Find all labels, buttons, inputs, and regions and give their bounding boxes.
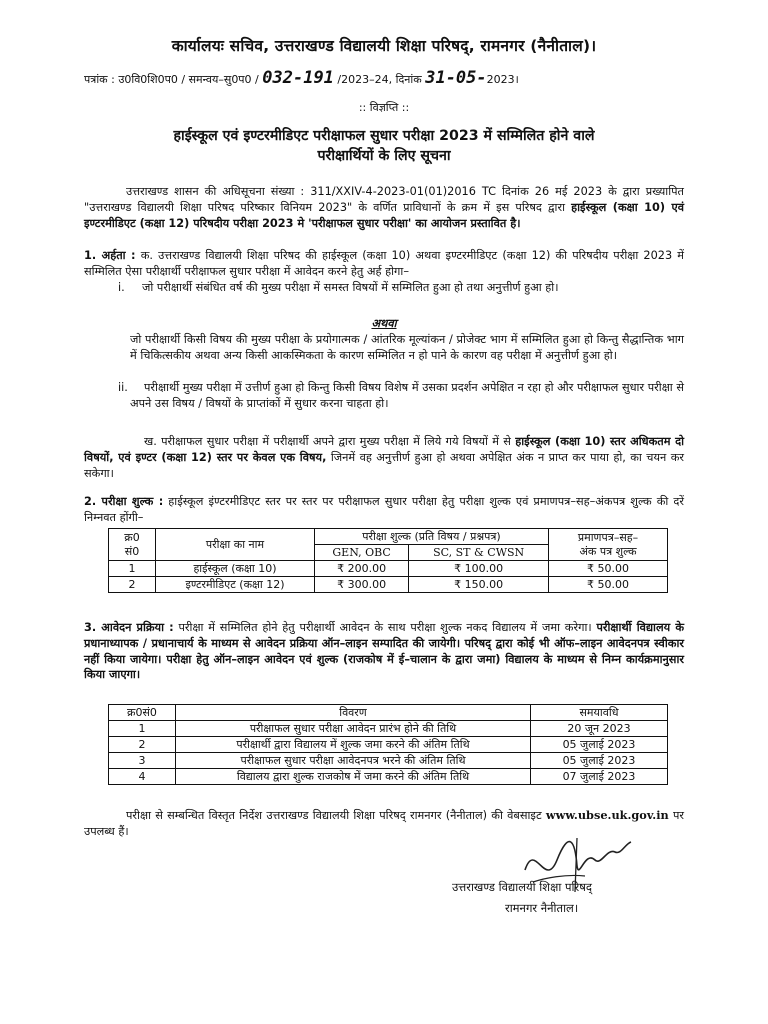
notice-title-line2: परीक्षार्थियों के लिए सूचना: [317, 148, 451, 164]
fee-header-row-1: [109, 529, 668, 545]
table-row: 1 परीक्षाफल सुधार परीक्षा आवेदन प्रारंभ होने की तिथि 20 जून 2023: [109, 721, 668, 737]
table-row: 2 परीक्षार्थी द्वारा विद्यालय में शुल्क जमा करने की अंतिम तिथि 05 जुलाई 2023: [109, 737, 668, 753]
application-bold: परीक्षार्थी विद्यालय के प्रधानाध्यापक / प्रधानाचार्य के माध्यम से आवेदन प्रक्रिया ऑन–लाइन सम्पादित की जायेगी। परिषद् द्वारा कोई भी ऑफ–लाइन आवेदनपत्र स्वीकार नहीं किया जायेगा। परीक्षा हेतु ऑन–लाइन आवेदन एवं शुल्क (राजकोष में ई–चालान के द्वारा जमा) विद्यालय के माध्यम से निम्न कार्यक्रमानुसार किया जाएगा।: [84, 621, 685, 682]
application-text: परीक्षा में सम्मिलित होने हेतु परीक्षार्थी आवेदन के साथ परीक्षा शुल्क नकद विद्यालय में जमा करेगा।: [178, 621, 592, 634]
eligibility-ka-text: क. उत्तराखण्ड विद्यालयी शिक्षा परिषद की हाईस्कूल (कक्षा 10) अथवा इण्टरमीडिएट (कक्षा 12) की परिषदीय परीक्षा 2023 में सम्मिलित ऐसा परीक्षार्थी परीक्षाफल सुधार परीक्षा में आवेदन करने हेतु अर्ह होगा–: [84, 249, 684, 278]
ref-prefix: पत्रांक : उ0वि0शि0प0 / समन्वय–सु0प0 /: [84, 73, 259, 86]
point-i-number: i.: [118, 281, 125, 294]
ref-number: 032-191: [262, 68, 334, 88]
table-row: 1 हाईस्कूल (कक्षा 10) ₹ 200.00 ₹ 100.00 ₹ 50.00: [109, 561, 668, 577]
schedule-col-desc: विवरण: [176, 705, 531, 721]
schedule-header-row: [109, 705, 668, 721]
eligibility-heading: 1. अर्हता :: [84, 249, 136, 262]
eligibility-kha: [84, 434, 684, 481]
kha-text1: ख. परीक्षाफल सुधार परीक्षा में परीक्षार्थी अपने द्वारा मुख्य परीक्षा में लिये गये विषयों में से: [144, 435, 511, 448]
point-ii-number: ii.: [118, 381, 128, 394]
fee-col-exam: परीक्षा का नाम: [156, 529, 315, 561]
schedule-table: [108, 704, 668, 785]
footer-text1: परीक्षा से सम्बन्धित विस्तृत निर्देश उत्तराखण्ड विद्यालयी शिक्षा परिषद् रामनगर (नैनीताल) की वेबसाइट: [126, 809, 542, 822]
fee-text: हाईस्कूल इंण्टरमीडिएट स्तर पर स्तर पर परीक्षाफल सुधार परीक्षा हेतु परीक्षा शुल्क एवं प्रमाणपत्र–सह–अंकपत्र शुल्क की दरें निम्नवत होंगी–: [84, 495, 684, 524]
fee-col-fee: परीक्षा शुल्क (प्रति विषय / प्रश्नपत्र): [315, 529, 549, 545]
table-row: 2 इण्टरमीडिएट (कक्षा 12) ₹ 300.00 ₹ 150.00 ₹ 50.00: [109, 577, 668, 593]
athva-text: जो परीक्षार्थी किसी विषय की मुख्य परीक्षा के प्रयोगात्मक / आंतरिक मूल्यांकन / प्रोजेक्ट भाग में सम्मिलित हुआ हो किन्तु सैद्धान्तिक भाग में चिकित्सकीय अथवा अन्य किसी आकस्मिकता के कारण सम्मिलित न हो पाने के कारण वह परीक्षा में अनुत्तीर्ण हुआ हो।: [130, 333, 684, 362]
eligibility-ka: [84, 248, 684, 280]
fee-col-sno: क्र0 सं0: [109, 529, 156, 561]
ref-year: 2023।: [486, 73, 519, 86]
website-link: www.ubse.uk.gov.in: [545, 808, 669, 822]
fee-paragraph: [84, 494, 684, 526]
ref-date: 31-05-: [425, 68, 487, 88]
notice-label: :: विज्ञप्ति ::: [358, 101, 410, 114]
schedule-col-sno: क्र0सं0: [109, 705, 176, 721]
kha-text2: जिनमें वह अनुत्तीर्ण हुआ हो अथवा अपेक्षित अंक न प्राप्त कर पाया हो, का चयन कर सकेगा।: [84, 450, 684, 480]
fee-table: [108, 528, 668, 593]
office-heading: कार्यालयः सचिव, उत्तराखण्ड विद्यालयी शिक्षा परिषद्, रामनगर (नैनीताल)।: [171, 37, 597, 55]
application-heading: 3. आवेदन प्रक्रिया :: [84, 621, 174, 634]
point-i-text: जो परीक्षार्थी संबंधित वर्ष की मुख्य परीक्षा में समस्त विषयों में सम्मिलित हुआ हो तथा अनुत्तीर्ण हुआ हो।: [142, 281, 559, 294]
table-row: 3 परीक्षाफल सुधार परीक्षा आवेदनपत्र भरने की अंतिम तिथि 05 जुलाई 2023: [109, 753, 668, 769]
notice-title-line1: हाईस्कूल एवं इण्टरमीडिएट परीक्षाफल सुधार परीक्षा 2023 में सम्मिलित होने वाले: [173, 128, 595, 144]
kha-bold: हाईस्कूल (कक्षा 10) स्तर अधिकतम दो विषयों, एवं इण्टर (कक्षा 12) स्तर पर केवल एक विषय,: [84, 435, 685, 464]
intro-text: उत्तराखण्ड शासन की अधिसूचना संख्या : 311/XXIV-4-2023-01(01)2016 TC दिनांक 26 मई 2023 के द्वारा प्रख्यापित "उत्तराखण्ड विद्यालयी शिक्षा परिषद परिष्कार विनियम 2023" के वर्णित प्राविधानों के क्रम में इस परिषद द्वारा: [84, 185, 684, 214]
application-paragraph: [84, 620, 684, 683]
fee-col-gen: GEN, OBC: [315, 545, 409, 561]
fee-heading: 2. परीक्षा शुल्क :: [84, 495, 164, 508]
fee-col-cert: प्रमाणपत्र–सह– अंक पत्र शुल्क: [549, 529, 668, 561]
fee-col-sc: SC, ST & CWSN: [409, 545, 549, 561]
athva-label: अथवा: [371, 317, 397, 330]
table-row: 4 विद्यालय द्वारा शुल्क राजकोष में जमा करने की अंतिम तिथि 07 जुलाई 2023: [109, 769, 668, 785]
footer-text2: पर उपलब्ध हैं।: [84, 809, 684, 838]
ref-suffix: /2023–24, दिनांक: [337, 73, 422, 86]
point-ii-text: परीक्षार्थी मुख्य परीक्षा में उत्तीर्ण हुआ हो किन्तु किसी विषय विशेष में उसका प्रदर्शन अपेक्षित न रहा हो और परीक्षाफल सुधार परीक्षा से अपने उस विषय / विषयों के प्राप्तांकों में सुधार करना चाहता हो।: [130, 381, 684, 410]
intro-paragraph: [84, 184, 684, 231]
signatory-office: उत्तराखण्ड विद्यालयी शिक्षा परिषद्: [452, 880, 592, 894]
schedule-col-date: समयावधि: [531, 705, 668, 721]
signatory-place: रामनगर नैनीताल।: [505, 901, 579, 915]
intro-bold: हाईस्कूल (कक्षा 10) एवं इण्टरमीडिएट (कक्षा 12) परिषदीय परीक्षा 2023 मे 'परीक्षाफल सुधार परीक्षा' का आयोजन प्रस्तावित है।: [84, 200, 685, 230]
reference-line: [84, 68, 724, 88]
